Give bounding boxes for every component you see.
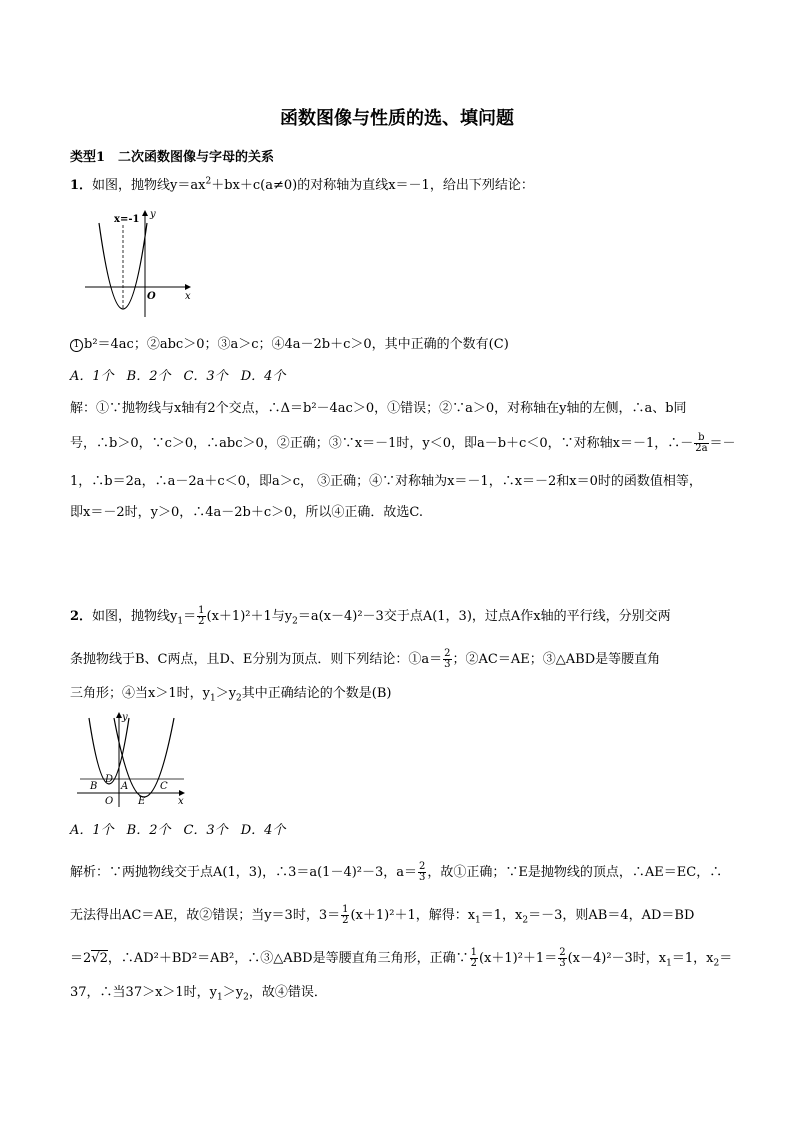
q1-y-label: y [150,209,156,220]
q1-x-label: x [185,291,191,302]
q2-number: 2． [70,609,93,624]
q2-choices: A．1个 B．2个 C．3个 D．4个 [70,823,286,838]
q1-solution-line3: 1，∴b＝2a，∴a－2a＋c＜0，即a＞c， ③正确；④∵对称轴为x＝－1，∴x＝－2和x＝0时的函数值相等， [70,474,702,489]
q2-x-label: x [178,796,184,807]
q2-y-label: y [122,712,128,723]
q2-solution-line3: ＝2√2，∴AD²＋BD²＝AB²，∴③△ABD是等腰直角三角形，正确∵ $\frac{1}{2}$ (x＋1)²＋1＝ $\frac{2}{3}$ (x－4)²－3时，$x_1=1$，$x_2=$ [70,947,733,969]
q1-answer: C [493,337,504,352]
q2-label-a: A [121,781,129,792]
q2-stem-line2: 条抛物线于B、C两点，且D、E分别为顶点．则下列结论：①a＝ $\frac{2}{3}$ ；②AC＝AE；③△ABD是等腰直角 [70,648,661,670]
q2-solution-line2: 无法得出AC＝AE，故②错误；当y＝3时，3＝ $\frac{1}{2}$ (x＋1)²＋1，解得：$x_1=1$，$x_2=-3$，则AB＝4，AD＝BD [70,904,695,926]
q2-label-d: D [105,774,114,785]
q1-axis-label: x=-1 [114,214,140,225]
q1-statements: 1 b²＝4ac；②abc＞0；③a＞c；④4a－2b＋c＞0，其中正确的个数有(C) [70,337,509,353]
q2-answer: B [376,686,387,701]
q2-parabola-figure [72,710,197,810]
q1-solution-line2: 号，∴b＞0，∵c＞0，∴abc＞0，②正确；③∵x＝－1时，y＜0，即a－b＋c＜0，∵对称轴x＝－1，∴－ $\frac{b}{2a}$ ＝－ [70,432,736,454]
q1-origin-label: O [147,291,156,302]
q2-stem-line3: 三角形；④当x＞1时，$y_1>y_2$其中正确结论的个数是(B) [70,686,392,704]
q2-label-b: B [90,781,98,792]
q2-stem-line1: 2．如图，抛物线$y_1=$ $\frac{1}{2}$ (x＋1)²＋1与$y_2=a(x-4)^2-3$交于点A(1，3)，过点A作x轴的平行线，分别交两 [70,605,671,627]
q1-parabola-figure [80,205,200,320]
q2-label-e: E [138,796,146,807]
q2-label-c: C [160,781,168,792]
q2-origin-label: O [105,796,114,807]
section-heading: 类型1 二次函数图像与字母的关系 [70,150,275,165]
q1-choices: A．1个 B．2个 C．3个 D．4个 [70,369,286,384]
q2-solution-line4: 37，∴当37＞x＞1时，$y_1>y_2$，故④错误． [70,985,327,1003]
q1-number: 1． [70,178,93,193]
q1-solution-line1: 解：①∵抛物线与x轴有2个交点，∴Δ＝b²－4ac＞0，①错误；②∵a＞0，对称轴在y轴的左侧，∴a、b同 [70,401,687,416]
q1-stem: 1．如图，抛物线$y=ax^2+bx+c(a\ne 0)$的对称轴为直线x＝－1，给出下列结论： [70,176,534,193]
q1-solution-line4: 即x＝－2时，y＞0，∴4a－2b＋c＞0，所以④正确．故选C. [70,505,423,520]
q2-solution-line1: 解析：∵两抛物线交于点A(1，3)，∴3＝a(1－4)²－3，a＝ $\frac{2}{3}$ ，故①正确；∵E是抛物线的顶点，∴AE＝EC，∴ [70,861,723,883]
page-title: 函数图像与性质的选、填问题 [280,108,514,129]
